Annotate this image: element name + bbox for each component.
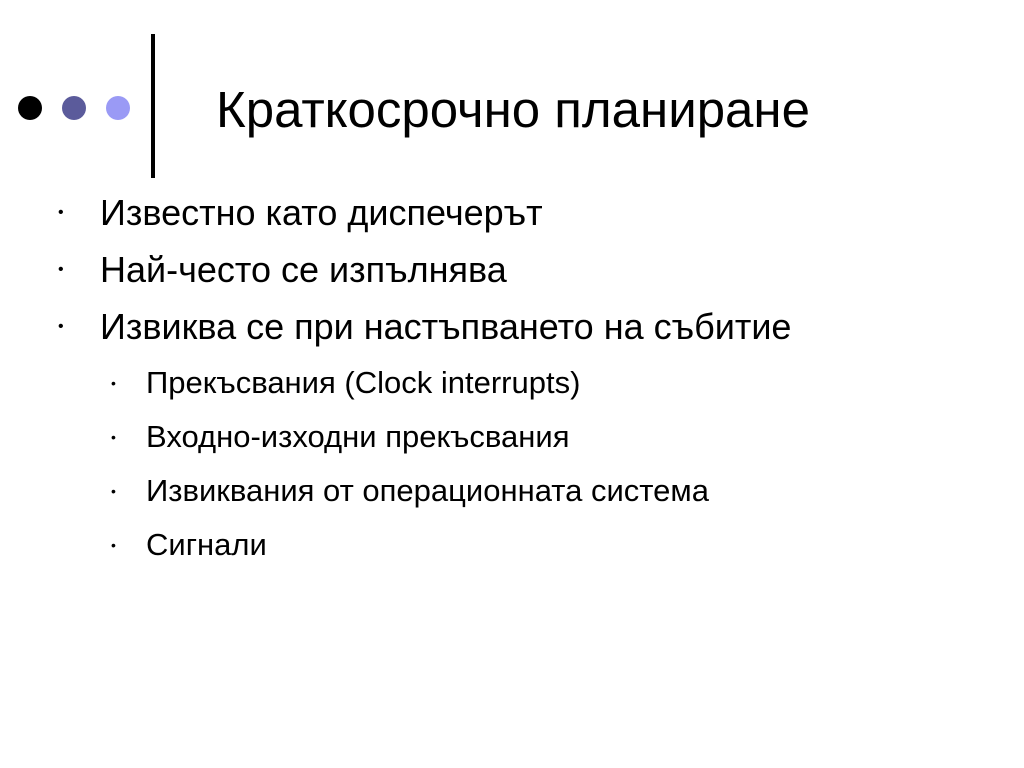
sub-list-item [0, 519, 946, 571]
sub-list-item [0, 411, 946, 463]
list-item [0, 243, 860, 296]
list-item-text: Най-често се изпълнява [100, 249, 507, 290]
decorative-dot-dark-purple [62, 96, 86, 120]
list-item-text: Извиква се при настъпването на събитие [100, 306, 792, 347]
title-divider [151, 34, 155, 178]
sub-list-item [0, 465, 946, 517]
list-item [0, 186, 860, 239]
bullet-icon: • [58, 261, 64, 278]
sub-list-item-text: Сигнали [146, 527, 267, 562]
sub-list-item [0, 357, 946, 409]
bullet-list [0, 186, 1024, 573]
list-item-text: Известно като диспечерът [100, 192, 543, 233]
bullet-icon: • [111, 483, 116, 499]
bullet-icon: • [58, 318, 64, 335]
sub-list-item-text: Прекъсвания (Clock interrupts) [146, 365, 581, 400]
decorative-dot-black [18, 96, 42, 120]
bullet-icon: • [111, 429, 116, 445]
bullet-icon: • [111, 537, 116, 553]
sub-bullet-list [0, 357, 1024, 571]
bullet-icon: • [58, 204, 64, 221]
decorative-dot-light-purple [106, 96, 130, 120]
list-item [0, 300, 860, 353]
sub-list-item-text: Входно-изходни прекъсвания [146, 419, 570, 454]
bullet-icon: • [111, 375, 116, 391]
slide-title: Краткосрочно планиране [216, 81, 810, 138]
sub-list-item-text: Извиквания от операционната система [146, 473, 709, 508]
